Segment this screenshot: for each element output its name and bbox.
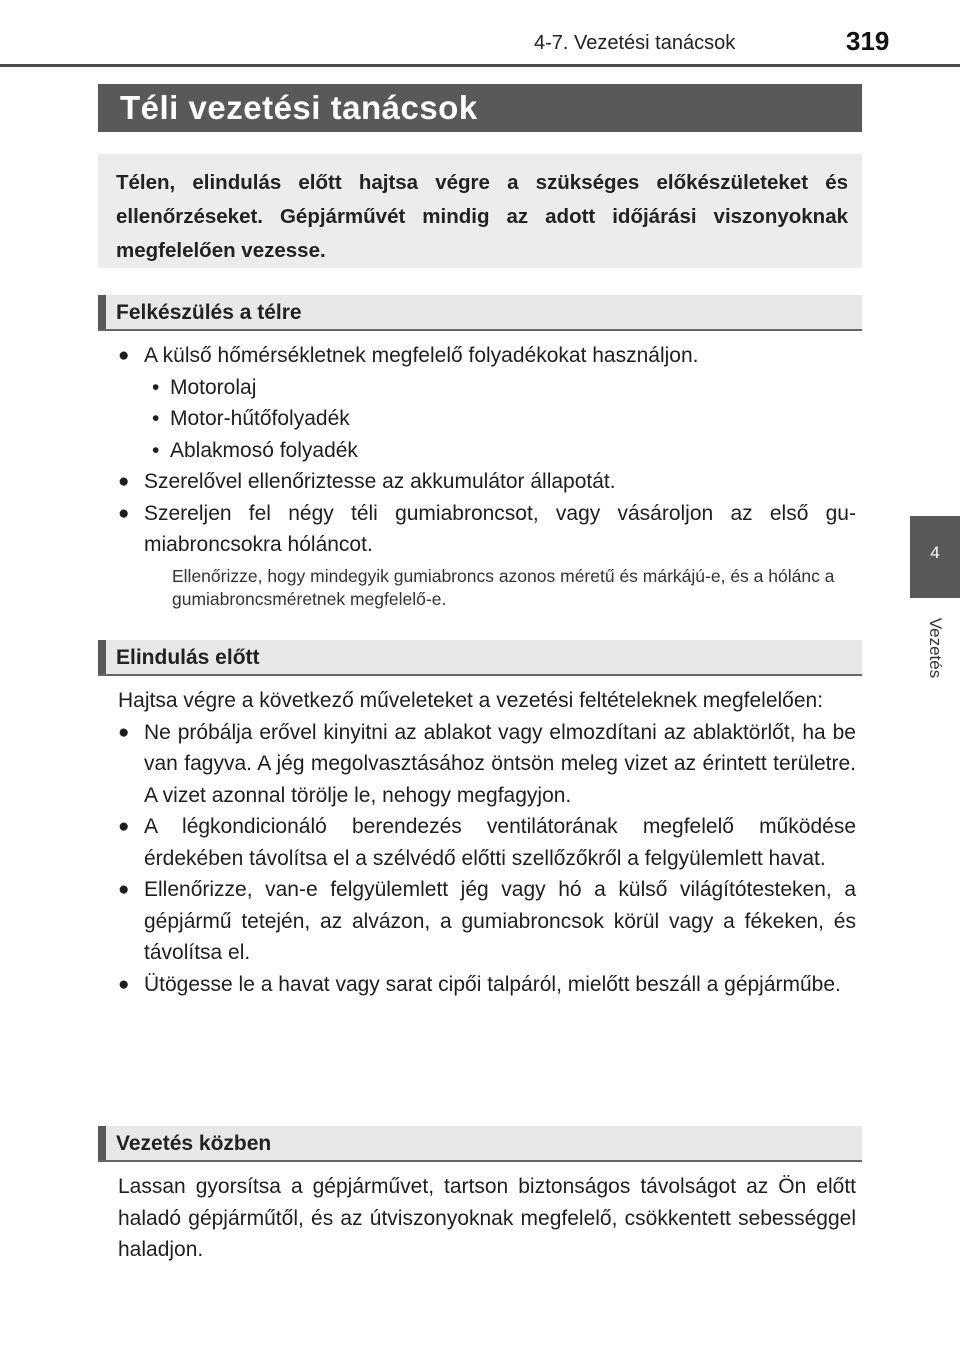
sub-bullet-icon: • <box>152 407 160 430</box>
page-number: 319 <box>846 26 890 56</box>
chapter-label: Vezetés <box>926 617 945 679</box>
sub-list-item <box>118 435 856 467</box>
before-content <box>118 685 856 1000</box>
bullet-icon: ● <box>118 471 130 492</box>
intro-box <box>98 154 862 268</box>
bullet-icon: ● <box>118 721 130 743</box>
header-rule <box>0 64 960 67</box>
section-marker <box>98 1126 106 1160</box>
section-heading-text: Vezetés közben <box>116 1132 272 1155</box>
section-heading-text: Felkészülés a télre <box>116 301 302 324</box>
bullet-icon: ● <box>118 973 130 995</box>
section-heading-before <box>98 640 862 676</box>
list-item-text: Ütögesse le a havat vagy sarat cipői talpáról, mielőtt beszáll a gépjárműbe. <box>144 972 841 996</box>
list-item <box>118 466 856 498</box>
sub-list-item-text: Motor-hűtőfolyadék <box>170 407 350 430</box>
section-paragraph: Hajtsa végre a következő műveleteket a vezetési feltételeknek megfelelően: <box>118 689 824 712</box>
section-heading-prepare <box>98 295 862 331</box>
sub-list-item-text: Ablakmosó folyadék <box>170 438 358 462</box>
running-header-section: 4-7. Vezetési tanácsok <box>534 32 736 54</box>
list-item-text: A légkondicionáló berendezés ventilátorának megfelelő működése érdekében távolítsa el a szélvédő előtti szellőzőkről a felgyülemlett havat. <box>144 815 856 870</box>
sub-bullet-icon: • <box>152 438 160 462</box>
driving-content <box>118 1171 856 1266</box>
chapter-number: 4 <box>930 543 940 562</box>
bullet-icon: ● <box>118 345 130 366</box>
section-heading-text: Elindulás előtt <box>116 646 260 669</box>
section-marker <box>98 295 106 329</box>
list-item <box>118 874 856 969</box>
intro-text: Télen, elindulás előtt hajtsa végre a szükséges előkészületeket és ellenőrzéseket. Gépjárművét mindig az adott időjárási viszonyoknak megfelelően vezesse. <box>116 171 848 262</box>
section-paragraph: Lassan gyorsítsa a gépjárművet, tartson biztonságos távolságot az Ön előtt haladó gépjárműtől, és az útviszonyoknak megfelelő, csökkentett sebességgel haladjon. <box>118 1175 856 1261</box>
section-marker <box>98 640 106 674</box>
bullet-icon: ● <box>118 502 130 524</box>
sub-bullet-icon: • <box>152 375 160 399</box>
list-item <box>118 969 856 1001</box>
list-item-text: Ne próbálja erővel kinyitni az ablakot vagy elmozdítani az ablaktörlőt, ha be van fagyva. A jég megolvasztásához öntsön meleg vizet az érintett területre. A vizet azonnal törölje le, nehogy megfagyjon. <box>144 720 856 807</box>
list-item <box>118 340 856 372</box>
list-item <box>118 811 856 874</box>
page-title: Téli vezetési tanácsok <box>98 84 862 132</box>
sub-list-item <box>118 372 856 404</box>
bullet-icon: ● <box>118 879 130 900</box>
list-item-text: A külső hőmérsékletnek megfelelő folyadékokat használjon. <box>144 344 699 367</box>
list-item-text: Ellenőrizze, van-e felgyülemlett jég vagy hó a külső világítótesteken, a gépjármű tetején, az alvázon, a gumiabroncsok körül vagy a fékeken, és távolítsa el. <box>144 878 856 964</box>
list-item <box>118 717 856 812</box>
list-item-text: Szereljen fel négy téli gumiabroncsot, vagy vásároljon az első gumiabroncsokra hóláncot. <box>144 501 856 556</box>
sub-list-item <box>118 403 856 435</box>
section-heading-driving <box>98 1126 862 1162</box>
list-item <box>118 498 856 561</box>
bullet-icon: ● <box>118 816 130 837</box>
sub-list-item-text: Motorolaj <box>170 375 257 399</box>
list-item-text: Szerelővel ellenőriztesse az akkumulátor állapotát. <box>144 470 616 493</box>
note-text: Ellenőrizze, hogy mindegyik gumiabroncs azonos méretű és márkájú-e, és a hólánc a gumiabroncsméretnek megfelelő-e. <box>172 565 835 609</box>
prepare-content <box>118 340 856 611</box>
